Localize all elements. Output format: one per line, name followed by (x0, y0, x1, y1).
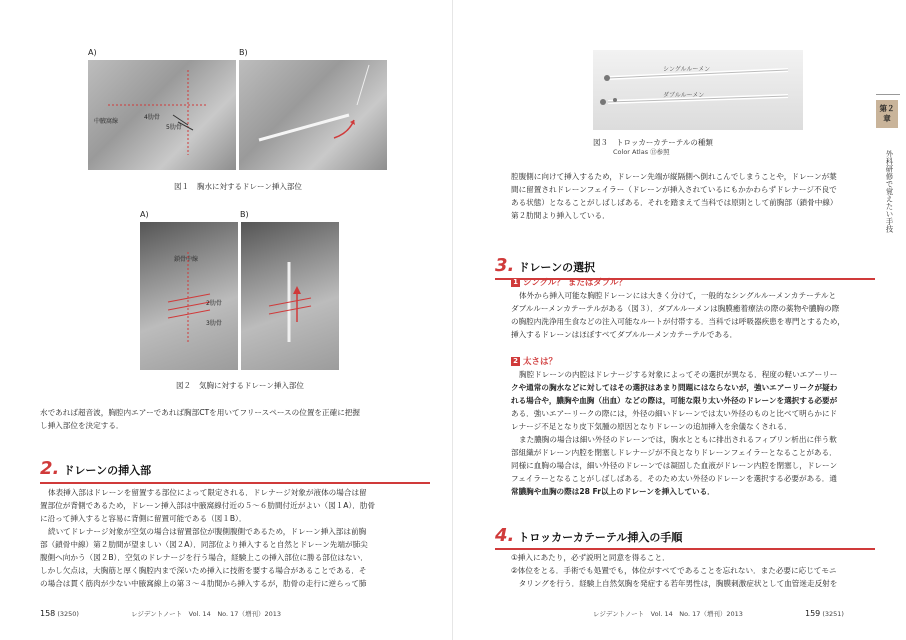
right-top-line: 第２肋間より挿入している． (511, 211, 610, 220)
fig2-annot-2nd: 2肋骨 (206, 300, 222, 307)
fig3-tag-single: シングルルーメン (663, 66, 711, 73)
chapter-subtitle: 外科研修で覚えたい手技 (885, 150, 894, 233)
section3-sub2-line: クや通常の胸水などに対してはその選択はあまり問題にはならないが，強いエアーリークが疑わ (511, 383, 838, 392)
section4-line: ①挿入にあたり，必ず説明と同意を得ること． (511, 553, 670, 562)
fig1-annot-5th: 5肋骨 (166, 124, 182, 131)
left-footer (40, 609, 281, 618)
section3-sub2-body (511, 368, 873, 498)
intro-line: し挿入部位を決定する． (40, 421, 124, 430)
fig1b-photo (239, 60, 387, 170)
section2-heading (40, 458, 151, 479)
section3-sub1-number: 1 (511, 278, 520, 287)
fig3-caption-num: 図３ (593, 138, 608, 147)
fig2a-overlay (140, 222, 238, 370)
fig1-caption-text: 胸水に対するドレーン挿入部位 (197, 182, 302, 191)
section2-line: 体表挿入部はドレーンを留置する部位によって限定される．ドレナージ対象が液体の場合は留 (48, 488, 367, 497)
fig1-caption (174, 181, 302, 192)
section2-line: しかし欠点は，大胸筋と厚く胸腔内まで深いため挿入に技術を要する場合があることである．そ (40, 566, 367, 575)
right-footer (593, 609, 844, 618)
section4-rule (495, 548, 875, 550)
fig3-caption-text: トロッカーカテーテルの種類 (616, 138, 713, 147)
right-top-line: 間に留置されドレーンフェイラー（ドレーンが挿入されているにもかかわらずドレナージ不良で (511, 185, 837, 194)
fig1-annot-midaxillary: 中腋窩線 (94, 118, 119, 125)
section2-line: の場合は貫く筋肉が少ない中腋窩線上の第３～４肋間から挿入するが，肋骨の走行に逆らって肺 (40, 579, 367, 588)
section3-sub2-line: 同様に血胸の場合は，細い外径のドレーンでは凝固した血液がドレーン内腔を閉塞し，ドレーン (511, 461, 838, 470)
section2-rule (40, 482, 430, 484)
section4-heading (495, 525, 682, 546)
fig3-tag-double: ダブルルーメン (663, 92, 705, 99)
fig3-caption-sub: Color Atlas ⑬参照 (613, 148, 670, 156)
right-top-line: 腔腹側に向けて挿入するため，ドレーン先端が縦隔側へ倒れこんでしまうことや，ドレーンが葉 (511, 172, 837, 181)
fig2-caption (176, 380, 304, 391)
intro-paragraph (40, 406, 430, 432)
section3-sub2-line: レナージ不足となり皮下気腫の原因となりドレーンの追加挿入を余儀なくされる． (511, 422, 792, 431)
left-journal: レジデントノート Vol. 14 No. 17（増刊）2013 (131, 610, 281, 618)
intro-line: 水であれば超音波，胸腔内エアーであれば胸部CTを用いてフリースペースの位置を正確に把握 (40, 408, 360, 417)
fig2b-overlay (241, 222, 339, 370)
section2-line: 腹側へ向かう（図２B）．空気のドレナージを行う場合，経験上この挿入部位に勝る部位はない． (40, 553, 368, 562)
fig2b-photo (241, 222, 339, 370)
section3-sub2-line: フェイラーとなることがしばしばある．そのため太い外径のドレーンを選択する必要がある．通 (511, 474, 837, 483)
fig1b-overlay (239, 60, 387, 170)
section3-sub1-title: シングル？ またはダブル？ (523, 278, 627, 288)
section3-number: 3. (495, 255, 515, 276)
fig2-caption-num: 図２ (176, 381, 191, 390)
section3-sub2-number: 2 (511, 357, 520, 366)
fig1-caption-num: 図１ (174, 182, 189, 191)
section3-sub2-line: 部組織がドレーン内腔を閉塞しドレナージが不良となりドレーンフェイラーとなることがある． (511, 448, 837, 457)
fig1-label-b: B) (239, 48, 248, 57)
right-top-paragraph (511, 170, 873, 222)
section3-sub1-line: の胸腔内洗浄用生食などの注入可能なルートが付帯する．当科では呼吸器疾患を専門とするため， (511, 317, 845, 326)
right-page-number: 159 (805, 609, 821, 618)
section2-number: 2. (40, 458, 60, 479)
fig1-label-a: A) (88, 48, 97, 57)
left-page-number: 158 (40, 609, 56, 618)
section3-sub2-title: 太さは？ (523, 357, 558, 367)
section3-sub2-line: また膿胸の場合は細い外径のドレーンでは，胸水とともに排出されるフィブリン析出に伴う軟 (519, 435, 837, 444)
chapter-tab-rule (876, 94, 900, 95)
section2-line: 部（鎖骨中線）第２肋間が望ましい（図２A）．同部位より挿入すると自然とドレーン先端が肺尖 (40, 540, 368, 549)
right-page (453, 0, 906, 640)
section2-body (40, 486, 430, 590)
section4-line: ②体位をとる．手術でも処置でも，体位がすべてであることを忘れない．また必要に応じてモニ (511, 566, 837, 575)
right-page-sub: (3251) (822, 610, 844, 618)
section4-number: 4. (495, 525, 515, 546)
section3-sub2-heading (511, 355, 557, 367)
section3-sub2-line: れる場合や，膿胸や血胸（出血）などの際は，可能な限り太い外径のドレーンを選択する必要が (511, 396, 838, 405)
section4-body (511, 551, 873, 590)
section2-title: ドレーンの挿入部 (63, 464, 152, 477)
fig2a-photo (140, 222, 238, 370)
left-page-sub: (3250) (57, 610, 79, 618)
section3-sub1-line: 体外から挿入可能な胸腔ドレーンには大きく分けて，一般的なシングルルーメンカテーテルと (519, 291, 837, 300)
section3-sub1-body (511, 289, 873, 341)
right-journal: レジデントノート Vol. 14 No. 17（増刊）2013 (593, 610, 743, 618)
fig2-annot-3rd: 3肋骨 (206, 320, 222, 327)
section3-sub1-line: ダブルルーメンカテーテルがある（図３）．ダブルルーメンは胸膜癒着療法の際の薬物や膿胸の際 (511, 304, 840, 313)
section3-sub1-heading (511, 276, 627, 288)
fig2-annot-midclavicular: 鎖骨中線 (174, 256, 199, 263)
section2-line: に沿って挿入すると容易に背側に留置可能である（図１B）． (40, 514, 247, 523)
fig2-label-b: B) (240, 210, 249, 219)
section3-sub1-line: 挿入するドレーンはほぼすべてダブルルーメンカテーテルである． (511, 330, 738, 339)
section3-title: ドレーンの選択 (518, 261, 596, 274)
fig1a-photo (88, 60, 236, 170)
chapter-tab: 第２章 (876, 100, 898, 128)
section2-line: 置部位が背側であるため，ドレーン挿入部は中腋窩線付近の５～６肋間付近がよい（図１A）．肋骨 (40, 501, 376, 510)
section3-sub2-line: 常膿胸や血胸の際は28 Fr以上のドレーンを挿入している． (511, 487, 715, 496)
section4-title: トロッカーカテーテル挿入の手順 (518, 531, 683, 544)
section2-line: 続いてドレナージ対象が空気の場合は留置部位が腹側腹側であるため，ドレーン挿入部は前胸 (48, 527, 367, 536)
section3-sub2-line: ある．強いエアーリークの際には，外径の細いドレーンでは太い外径のものと比べて明らかにド (511, 409, 838, 418)
fig1-annot-4th: 4肋骨 (144, 114, 160, 121)
right-top-line: ある状態）となることがしばしばある．それを踏まえて当科では原則として前胸部（鎖骨中線） (511, 198, 838, 207)
section3-heading (495, 255, 595, 276)
fig2-caption-text: 気胸に対するドレーン挿入部位 (199, 381, 304, 390)
fig2-label-a: A) (140, 210, 149, 219)
fig1a-overlay (88, 60, 236, 170)
fig3-photo (593, 50, 803, 130)
section3-sub2-line: 胸腔ドレーンの内腔はドレナージする対象によってその選択が異なる．程度の軽いエアーリー (519, 370, 838, 379)
section4-line: タリングを行う．経験上自然気胸を発症する若年男性は，胸膜刺激症状として血管迷走反射を (511, 579, 838, 588)
